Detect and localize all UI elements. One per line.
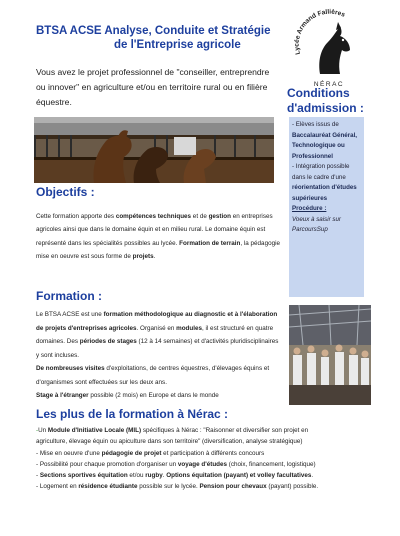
objectifs-heading: Objectifs : — [36, 185, 95, 199]
condition-line-a: - Elèves issus de — [292, 121, 339, 128]
logo-top-text: Lycée Armand Fallières — [293, 8, 347, 56]
plus-l4-bold-3: Options équitation (payant) et volley facultatives — [166, 472, 312, 480]
procedure-text: Voeux à saisir sur ParcoursSup — [292, 215, 341, 233]
obj-bold-1: compétences techniques — [115, 213, 192, 220]
plus-l2-bold: pédagogie de projet — [101, 449, 162, 457]
obj-bold-4: projets — [132, 253, 154, 261]
plus-l4-bold: Sections sportives équitation — [39, 472, 128, 480]
admission-conditions-box — [289, 117, 364, 297]
obj-text-2: et de — [191, 213, 209, 220]
form-bold-6: Stage à l'étranger — [36, 392, 89, 399]
list-item — [36, 436, 376, 447]
page-title-line1: BTSA ACSE Analyse, Conduite et Stratégie — [36, 25, 271, 37]
plus-list — [36, 425, 376, 493]
plus-l3-bold: voyage d'études — [177, 460, 228, 468]
condition-line-c: - Intégration possible dans le cadre d'une — [292, 163, 350, 181]
plus-bullet-dash: - — [36, 427, 39, 434]
obj-text-3: en entreprises agricoles ainsi que dans le domaine équin et en milieu rural. Le domaine équin est représenté dans les spécialités possibles au lycée. — [36, 213, 273, 247]
plus-l4-text-3: . — [162, 472, 167, 480]
plus-l1-text-3: agriculture, élevage équin ou apiculture dans son territoire" (diversification, analyse stratégique) — [36, 438, 303, 446]
plus-l5-text-2: possible sur le lycée. — [137, 483, 200, 491]
list-item — [36, 448, 376, 459]
plus-l3-text-2: (choix, financement, logistique) — [227, 460, 316, 468]
form-text-6: possible (2 mois) en Europe et dans le monde — [88, 392, 219, 399]
list-item — [36, 470, 376, 481]
horses-stable-photo — [34, 117, 274, 183]
logo-bottom-text: NÉRAC — [313, 81, 345, 88]
form-bold-3: périodes de stages — [79, 338, 137, 345]
agricultural-fair-photo — [289, 305, 371, 405]
intro-paragraph: Vous avez le projet professionnel de "conseiller, entreprendre ou innover" en agriculture et/ou en territoire rural ou en filière équestre. — [36, 67, 270, 107]
formation-paragraph — [36, 308, 280, 403]
plus-l5-bold: résidence étudiante — [78, 483, 138, 491]
school-logo — [290, 6, 368, 90]
form-text-3: , il est structuré en quatre domaines. Des — [36, 324, 274, 345]
plus-l4-text-4: . — [311, 472, 314, 480]
obj-text-1: Cette formation apporte des — [36, 213, 116, 220]
plus-heading: Les plus de la formation à Nérac : — [36, 407, 229, 421]
list-item — [36, 481, 376, 492]
plus-l3-text: - Possibilité pour chaque promotion d'organiser un — [36, 460, 178, 468]
plus-l1-bold: Module d'Initiative Locale (MIL) — [47, 427, 142, 434]
form-text-1: Le BTSA ACSE est une — [36, 311, 104, 318]
objectifs-paragraph — [36, 210, 280, 264]
list-item — [36, 459, 376, 470]
procedure-label: Procédure : — [292, 205, 327, 212]
fair-crowd-image-icon — [289, 305, 371, 405]
plus-l2-text-2: et participation à différents concours — [161, 449, 265, 457]
formation-heading: Formation : — [36, 289, 102, 303]
condition-line-b: Baccalauréat Général, Technologique ou Professionnel — [292, 131, 358, 160]
plus-l1-text: Un — [38, 427, 48, 434]
horses-stable-image-icon — [34, 117, 274, 183]
plus-l2-text: - Mise en oeuvre d'une — [36, 449, 102, 457]
form-bold-1: formation méthodologique au diagnostic et à l'élaboration de projets d'entreprises agricoles — [36, 311, 278, 332]
plus-l1-text-2: spécifiques à Nérac : "Raisonner et diversifier son projet en — [141, 427, 309, 434]
plus-l5-text: - Logement en — [36, 483, 79, 491]
form-text-5: d'exploitations, de centres équestres, d'élevages équins et d'organismes sont effectuées sur les deux ans. — [36, 365, 270, 386]
form-text-4: (12 à 14 semaines) et d'activités pluridisciplinaires y sont incluses. — [36, 338, 279, 359]
form-bold-2: modules — [176, 324, 203, 332]
plus-l5-text-3: (payant) possible. — [266, 483, 319, 491]
obj-bold-3: Formation de terrain — [179, 239, 241, 247]
conditions-title: Conditions d'admission : — [287, 86, 364, 115]
plus-l5-bold-2: Pension pour chevaux — [199, 483, 267, 491]
plus-l4-text: - — [36, 472, 40, 480]
form-bold-5: De nombreuses visites — [36, 365, 105, 372]
obj-bold-2: gestion — [208, 213, 231, 220]
page-title — [36, 24, 276, 52]
form-text-2: . Organisé en — [136, 324, 177, 332]
obj-text-4: , la pédagogie mise en oeuvre est sous forme de — [36, 239, 280, 261]
list-item — [36, 425, 376, 436]
condition-line-d: réorientation d'études supérieures — [292, 184, 357, 202]
plus-l4-bold-2: rugby — [145, 472, 163, 480]
page-title-line2: de l'Entreprise agricole — [114, 39, 241, 51]
plus-l4-text-2: et/ou — [127, 472, 146, 480]
horse-logo-icon — [290, 6, 368, 90]
obj-text-5: . — [153, 253, 156, 261]
